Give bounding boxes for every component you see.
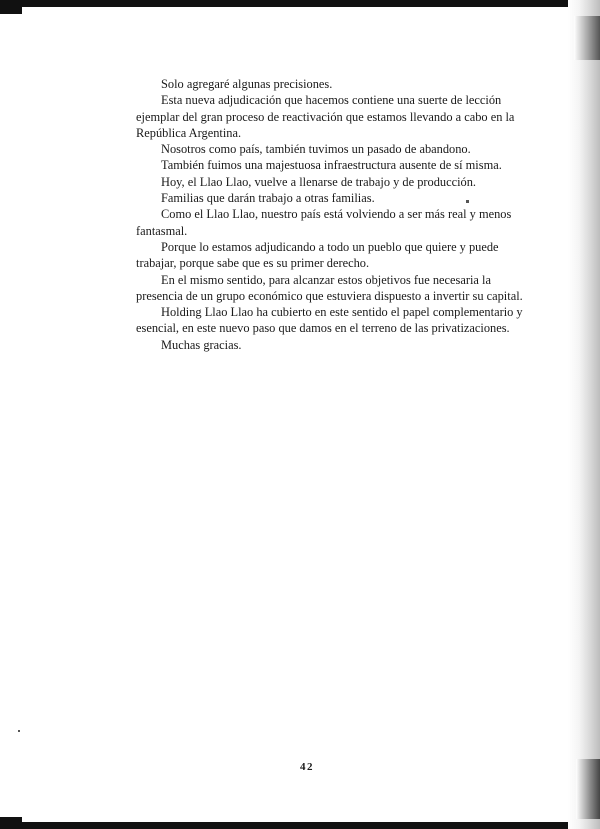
scan-border-bottom: [0, 822, 600, 829]
paragraph: Holding Llao Llao ha cubierto en este sentido el papel complementario y esencial, en este nuevo paso que damos en el terreno de las privatizaciones.: [136, 305, 523, 336]
scan-speck: [18, 730, 20, 732]
paragraph: Familias que darán trabajo a otras familias.: [161, 191, 375, 206]
scan-border-corner: [0, 0, 22, 14]
speech-text: [136, 76, 526, 353]
paragraph: Muchas gracias.: [161, 337, 242, 352]
paragraph: También fuimos una majestuosa infraestructura ausente de sí misma.: [161, 158, 502, 173]
paragraph: Nosotros como país, también tuvimos un pasado de abandono.: [161, 142, 471, 157]
scan-border-top: [0, 0, 600, 7]
scan-shadow: [576, 759, 600, 819]
scan-border-right: [568, 0, 600, 829]
scan-border-corner: [0, 817, 22, 829]
paragraph: Solo agregaré algunas precisiones.: [161, 77, 333, 91]
paragraph: Esta nueva adjudicación que hacemos contiene una suerte de lección ejemplar del gran proceso de reactivación que estamos llevando a cabo en la República Argentina.: [136, 93, 515, 140]
scan-shadow: [574, 16, 600, 60]
page-number: 42: [300, 761, 314, 773]
paragraph: Hoy, el Llao Llao, vuelve a llenarse de trabajo y de producción.: [161, 174, 477, 189]
paragraph: Como el Llao Llao, nuestro país está volviendo a ser más real y menos fantasmal.: [136, 207, 512, 238]
paragraph: En el mismo sentido, para alcanzar estos objetivos fue necesaria la presencia de un grupo económico que estuviera dispuesto a invertir su capital.: [136, 272, 523, 303]
paragraph: Porque lo estamos adjudicando a todo un pueblo que quiere y puede trabajar, porque sabe que es su primer derecho.: [136, 239, 499, 271]
